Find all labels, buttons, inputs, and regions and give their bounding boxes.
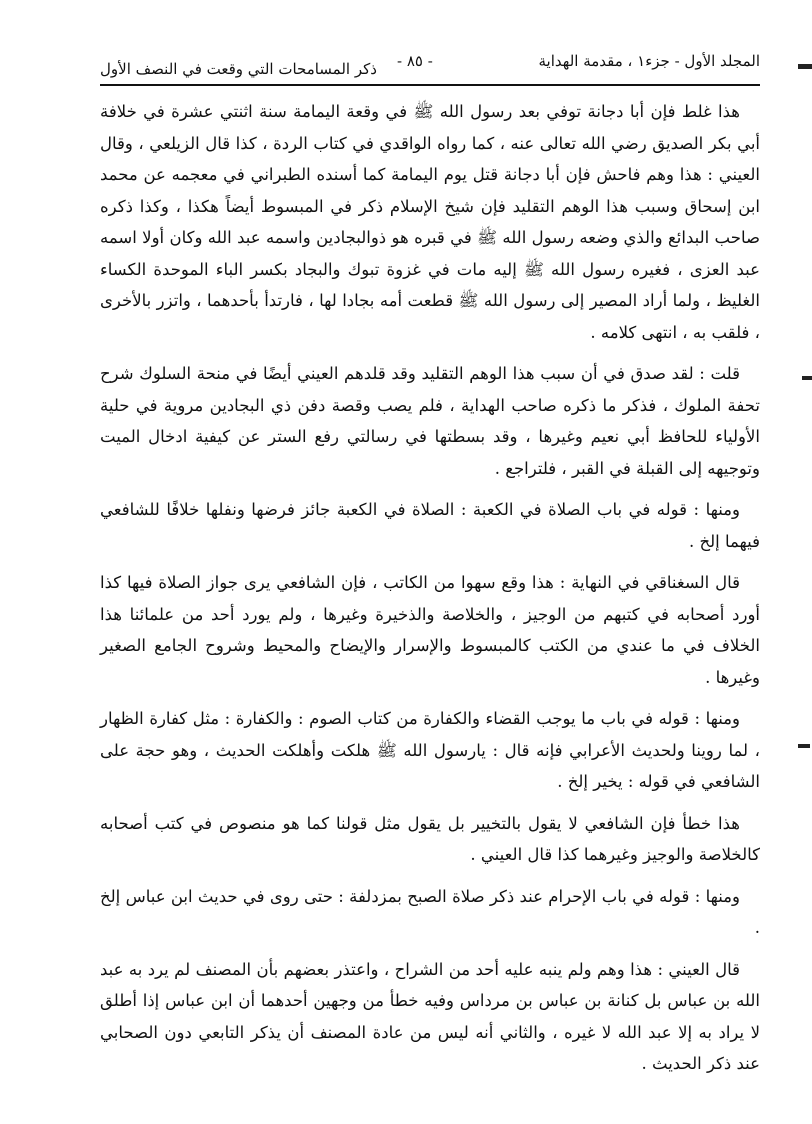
paragraph: ومنها : قوله في باب ما يوجب القضاء والكفارة من كتاب الصوم : والكفارة : مثل كفارة الظهار ، لما روينا ولحديث الأعرابي فإنه قال : يارسول الله ﷺ هلكت وأهلكت الحديث ، وهو حجة على الشافعي في قوله : يخير إلخ . — [100, 709, 760, 791]
paragraph: هذا خطأ فإن الشافعي لا يقول بالتخيير بل يقول مثل قولنا كما هو منصوص في كتب أصحابه كالخلاصة والوجيز وغيرهما كذا قال العيني . — [100, 813, 760, 864]
paragraph: قال العيني : هذا وهم ولم ينبه عليه أحد من الشراح ، واعتذر بعضهم بأن المصنف لم يرد به عبد الله بن عباس بل كنانة بن عباس بن مرداس وفيه خطأ من وجهين أحدهما أن ابن عباس إذا أطلق لا يراد به إلا عبد الله لا غيره ، والثاني أنه ليس من عادة المصنف أن يذكر التابعي دون الصحابي عند ذكر الحديث . — [100, 959, 760, 1073]
paragraph: ومنها : قوله في باب الصلاة في الكعبة : الصلاة في الكعبة جائز فرضها ونفلها خلافًا للشافعي فيهما إلخ . — [100, 500, 760, 551]
paragraph: قلت : لقد صدق في أن سبب هذا الوهم التقليد وقد قلدهم العيني أيضًا في منحة السلوك شرح تحفة الملوك ، فذكر ما ذكره صاحب الهداية ، فلم يصب وقصة دفن ذي البجادين مروية في حلية الأولياء للحافظ أبي نعيم وغيرها ، وقد بسطتها في رسالتي رفع الستر عن كيفية ادخال الميت وتوجيهه إلى القبلة في القبر ، فلتراجع . — [100, 364, 760, 478]
running-header — [100, 40, 760, 86]
paragraph: هذا غلط فإن أبا دجانة توفي بعد رسول الله ﷺ في وقعة اليمامة سنة اثنتي عشرة في خلافة أبي بكر الصديق رضي الله تعالى عنه ، كما رواه الواقدي في كتاب الردة ، كذا قال الزيلعي ، وقال العيني : هذا وهم فاحش فإن أبا دجانة قتل يوم اليمامة كما أسنده الطبراني في معجمه عن محمد ابن إسحاق وسبب هذا الوهم التقليد فإن شيخ الإسلام ذكر في المبسوط أيضاً هكذا ، وكذا ذكره صاحب البدائع والذي وضعه رسول الله ﷺ في قبره هو ذوالبجادين واسمه عبد الله وكان أولا اسمه عبد العزى ، فغيره رسول الله ﷺ إليه مات في غزوة تبوك والبجاد بكسر الباء الموحدة الكساء الغليظ ، ولما أراد المصير إلى رسول الله ﷺ قطعت أمه بجادا لها ، فارتدأ بأحدهما ، واتزر بالأخرى ، فلقب به ، انتهى كلامه . — [100, 102, 760, 342]
page-body — [100, 96, 760, 1080]
margin-mark — [798, 64, 812, 69]
header-volume-title: المجلد الأول - جزء١ ، مقدمة الهداية — [538, 52, 760, 70]
paragraph: قال السغناقي في النهاية : هذا وقع سهوا من الكاتب ، فإن الشافعي يرى جواز الصلاة فيها كذا أورد أصحابه في كتبهم من الوجيز ، والخلاصة والذخيرة وغيرها ، ولم يورد أحد من علمائنا هذا الخلاف في ما عندي من الكتب كالمبسوط والإسرار والإيضاح والمحيط وشروح الجامع الصغير وغيرها . — [100, 573, 760, 687]
paragraph: ومنها : قوله في باب الإحرام عند ذكر صلاة الصبح بمزدلفة : حتى روى في حديث ابن عباس إلخ . — [100, 886, 760, 937]
document-page — [100, 40, 760, 1100]
margin-mark — [802, 376, 812, 380]
page-number: - ٨٥ - — [397, 52, 433, 70]
margin-mark — [798, 744, 810, 748]
header-section-title: ذكر المسامحات التي وقعت في النصف الأول — [100, 60, 377, 78]
